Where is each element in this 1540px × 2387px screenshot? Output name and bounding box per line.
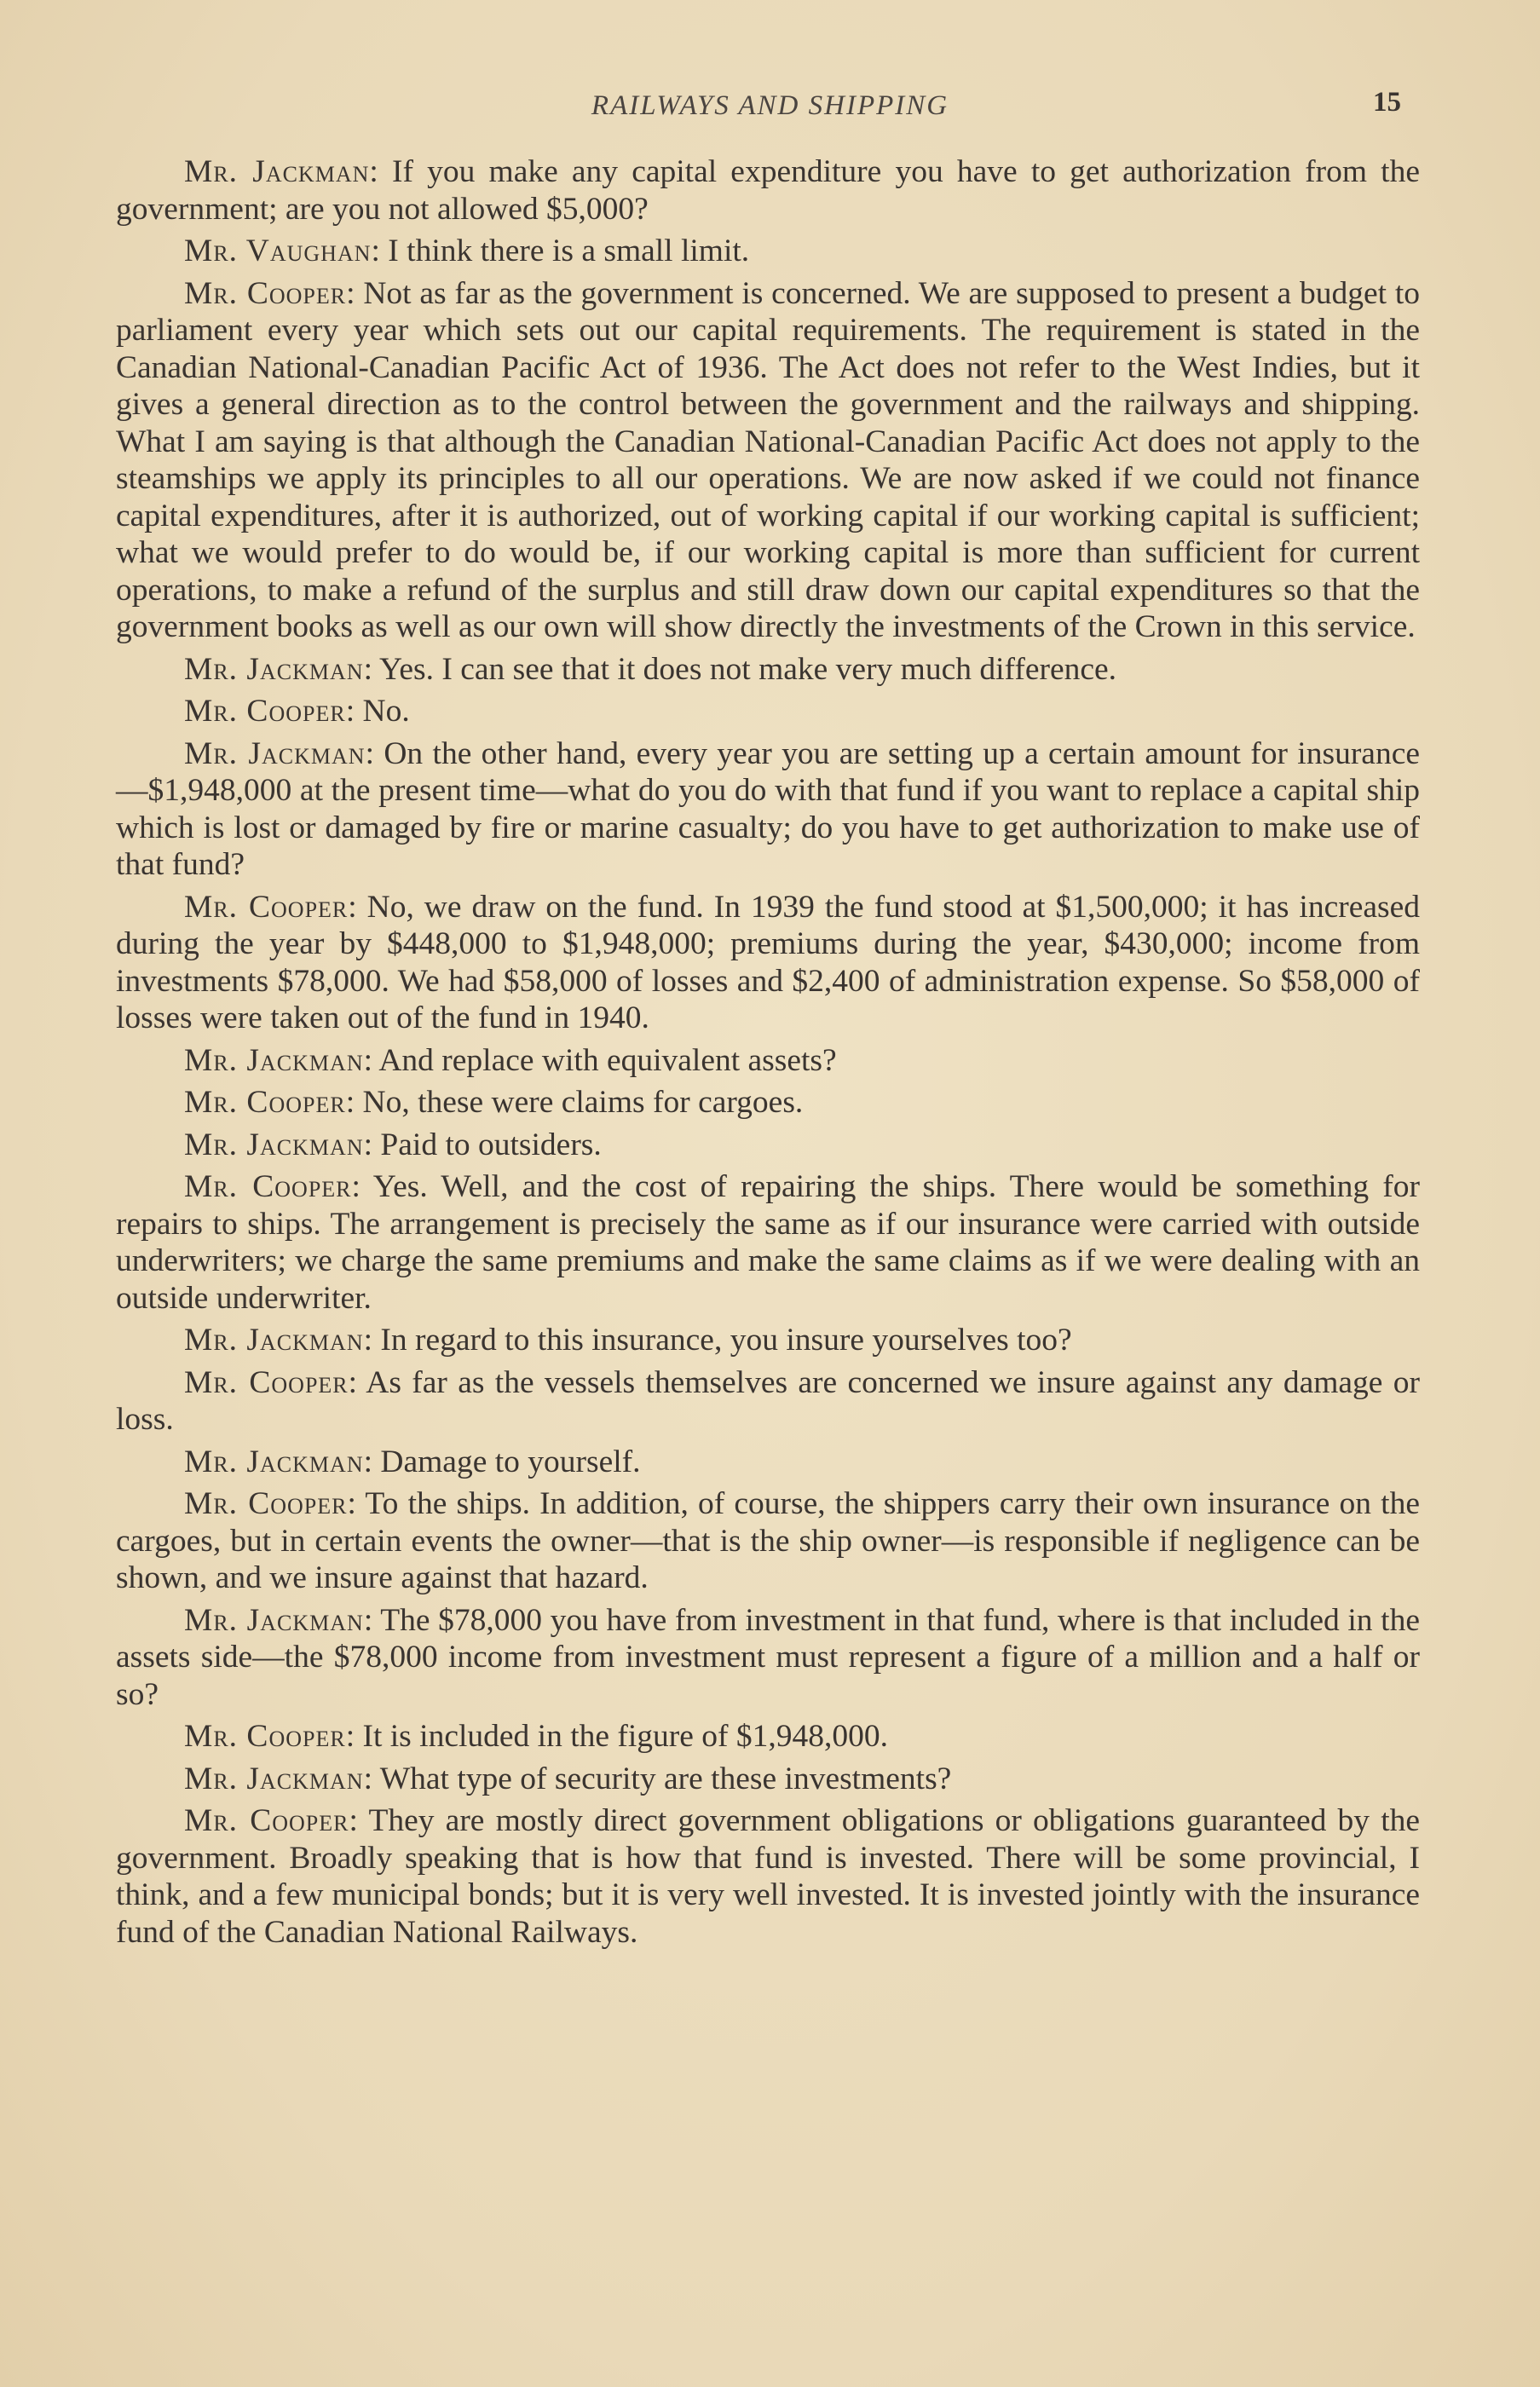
transcript-paragraph: Mr. Cooper: Yes. Well, and the cost of repairing the ships. There would be something for repairs to ships. The arrangement is precisely the same as if our insurance were carried with outside underwriters; we charge the same premiums and make the same claims as if we were dealing with an outside underwriter. bbox=[116, 1169, 1420, 1316]
transcript-paragraph: Mr. Cooper: They are mostly direct government obligations or obligations guaranteed by the government. Broadly speaking that is how that fund is invested. There will be some provincial, I think, and a few municipal bonds; but it is very well invested. It is invested jointly with the insurance fund of the Canadian National Railways. bbox=[116, 1803, 1421, 1950]
paragraph-text: They are mostly direct government obligations or obligations guaranteed by the government. Broadly speaking that is how that fund is invested. There will be some provincial, I think, and a few municipal bonds; but it is very well invested. It is invested jointly with the insurance fund of the Canadian National Railways. bbox=[116, 1803, 1421, 1950]
speaker-name: Mr. Cooper bbox=[184, 1169, 352, 1204]
paragraph-text: Yes. I can see that it does not make very much difference. bbox=[379, 651, 1117, 687]
speaker-name: Mr. Cooper bbox=[184, 889, 349, 925]
transcript-paragraph: Mr. Cooper: No, these were claims for cargoes. bbox=[184, 1085, 804, 1120]
paragraph-text: Not as far as the government is concerned. We are supposed to present a budget to parliament every year which sets out our capital requirements. The requirement is stated in the Canadian National-Canadian Pacific Act of 1936. The Act does not refer to the West Indies, but it gives a general direction as to the control between the government and the railways and shipping. What I am saying is that although the Canadian National-Canadian Pacific Act does not apply to the steamships we apply its principles to all our operations. We are now asked if we could not finance capital expenditures, after it is authorized, out of working capital if our working capital is sufficient; what we would prefer to do would be, if our working capital is more than sufficient for current operations, to make a refund of the surplus and still draw down our capital expenditures so that the government books as well as our own will show directly the investments of the Crown in this service. bbox=[116, 275, 1420, 644]
transcript-paragraph: Mr. Jackman: On the other hand, every year you are setting up a certain amount for insurance—$1,948,000 at the present time—what do you do with that fund if you want to replace a capital ship which is lost or damaged by fire or marine casualty; do you have to get authorization to make use of that fund? bbox=[116, 735, 1420, 882]
transcript-paragraph: Mr. Cooper: Not as far as the government is concerned. We are supposed to present a budget to parliament every year which sets out our capital requirements. The requirement is stated in the Canadian National-Canadian Pacific Act of 1936. The Act does not refer to the West Indies, but it gives a general direction as to the control between the government and the railways and shipping. What I am saying is that although the Canadian National-Canadian Pacific Act does not apply to the steamships we apply its principles to all our operations. We are now asked if we could not finance capital expenditures, after it is authorized, out of working capital if our working capital is sufficient; what we would prefer to do would be, if our working capital is more than sufficient for current operations, to make a refund of the surplus and still draw down our capital expenditures so that the government books as well as our own will show directly the investments of the Crown in this service. bbox=[116, 275, 1420, 644]
transcript-paragraph: Mr. Jackman: Damage to yourself. bbox=[184, 1444, 641, 1479]
speaker-name: Mr. Cooper bbox=[184, 1085, 346, 1120]
paragraph-text: It is included in the figure of $1,948,000. bbox=[362, 1719, 889, 1754]
paragraph-text: No. bbox=[362, 694, 410, 729]
paragraph-text: On the other hand, every year you are setting up a certain amount for insurance—$1,948,000 at the present time—what do you do with that fund if you want to replace a capital ship which is lost or damaged by fire or marine casualty; do you have to get authorization to make use of that fund? bbox=[116, 735, 1420, 882]
paragraph-text: If you make any capital expenditure you have to get authorization from the government; are you not allowed $5,000? bbox=[116, 154, 1420, 227]
speaker-name: Mr. Cooper bbox=[184, 275, 347, 311]
speaker-name: Mr. Cooper bbox=[184, 694, 346, 729]
speaker-name: Mr. Jackman bbox=[184, 1127, 364, 1162]
speaker-name: Mr. Cooper bbox=[184, 1719, 346, 1754]
transcript-paragraph: Mr. Jackman: What type of security are these investments? bbox=[184, 1761, 952, 1796]
transcript-paragraph: Mr. Jackman: Paid to outsiders. bbox=[184, 1127, 602, 1162]
paragraph-text: In regard to this insurance, you insure yourselves too? bbox=[380, 1323, 1072, 1358]
speaker-name: Mr. Cooper bbox=[184, 1364, 349, 1400]
page-number: 15 bbox=[1373, 87, 1401, 118]
running-title: RAILWAYS AND SHIPPING bbox=[591, 90, 949, 121]
transcript-paragraph: Mr. Vaughan: I think there is a small limit. bbox=[184, 234, 750, 268]
transcript-paragraph: Mr. Cooper: No, we draw on the fund. In 1939 the fund stood at $1,500,000; it has increased during the year by $448,000 to $1,948,000; premiums during the year, $430,000; income from investments $78,000. We had $58,000 of losses and $2,400 of administration expense. So $58,000 of losses were taken out of the fund in 1940. bbox=[116, 889, 1420, 1035]
paragraph-text: I think there is a small limit. bbox=[388, 234, 750, 268]
paragraph-text: No, these were claims for cargoes. bbox=[362, 1085, 804, 1120]
paragraph-text: And replace with equivalent assets? bbox=[378, 1042, 837, 1078]
paragraph-text: The $78,000 you have from investment in that fund, where is that included in the assets side—the $78,000 income from investment must represent a figure of a million and a half or so? bbox=[116, 1602, 1420, 1712]
speaker-name: Mr. Jackman bbox=[184, 735, 366, 771]
transcript-paragraph: Mr. Jackman: And replace with equivalent assets? bbox=[184, 1042, 837, 1078]
speaker-name: Mr. Jackman bbox=[184, 651, 364, 687]
paragraph-text: As far as the vessels themselves are concerned we insure against any damage or loss. bbox=[116, 1364, 1420, 1437]
paragraph-text: To the ships. In addition, of course, the shippers carry their own insurance on the cargoes, but in certain events the owner—that is the ship owner—is responsible if negligence can be shown, and we insure against that hazard. bbox=[116, 1486, 1420, 1595]
speaker-name: Mr. Jackman bbox=[184, 1444, 364, 1479]
transcript-paragraph: Mr. Cooper: To the ships. In addition, of course, the shippers carry their own insurance on the cargoes, but in certain events the owner—that is the ship owner—is responsible if negligence can be shown, and we insure against that hazard. bbox=[116, 1486, 1420, 1595]
transcript-paragraph: Mr. Cooper: As far as the vessels themselves are concerned we insure against any damage or loss. bbox=[116, 1364, 1420, 1437]
paragraph-text: Yes. Well, and the cost of repairing the ships. There would be something for repairs to ships. The arrangement is precisely the same as if our insurance were carried with outside underwriters; we charge the same premiums and make the same claims as if we were dealing with an outside underwriter. bbox=[116, 1169, 1420, 1316]
speaker-name: Mr. Jackman bbox=[184, 1042, 364, 1078]
paragraph-text: Paid to outsiders. bbox=[380, 1127, 602, 1162]
speaker-name: Mr. Jackman bbox=[184, 1761, 364, 1796]
transcript-paragraph: Mr. Cooper: It is included in the figure of $1,948,000. bbox=[184, 1719, 889, 1754]
transcript-paragraph: Mr. Cooper: No. bbox=[184, 694, 410, 729]
speaker-name: Mr. Vaughan bbox=[184, 234, 372, 268]
paragraph-text: No, we draw on the fund. In 1939 the fund stood at $1,500,000; it has increased during the year by $448,000 to $1,948,000; premiums during the year, $430,000; income from investments $78,000. We had $58,000 of losses and $2,400 of administration expense. So $58,000 of losses were taken out of the fund in 1940. bbox=[116, 889, 1420, 1035]
speaker-name: Mr. Cooper bbox=[184, 1803, 349, 1838]
transcript-paragraph: Mr. Jackman: If you make any capital expenditure you have to get authorization from the government; are you not allowed $5,000? bbox=[116, 154, 1420, 227]
transcript-paragraph: Mr. Jackman: In regard to this insurance, you insure yourselves too? bbox=[184, 1323, 1072, 1358]
running-head bbox=[0, 84, 1540, 135]
speaker-name: Mr. Jackman bbox=[184, 1323, 364, 1358]
transcript-paragraph: Mr. Jackman: Yes. I can see that it does not make very much difference. bbox=[184, 651, 1117, 687]
speaker-name: Mr. Jackman bbox=[184, 154, 370, 189]
transcript-body bbox=[116, 153, 1420, 1956]
speaker-name: Mr. Jackman bbox=[184, 1602, 364, 1638]
transcript-paragraph: Mr. Jackman: The $78,000 you have from investment in that fund, where is that included in the assets side—the $78,000 income from investment must represent a figure of a million and a half or so? bbox=[116, 1602, 1420, 1712]
paragraph-text: Damage to yourself. bbox=[380, 1444, 641, 1479]
speaker-name: Mr. Cooper bbox=[184, 1486, 348, 1521]
paragraph-text: What type of security are these investments? bbox=[379, 1761, 952, 1796]
